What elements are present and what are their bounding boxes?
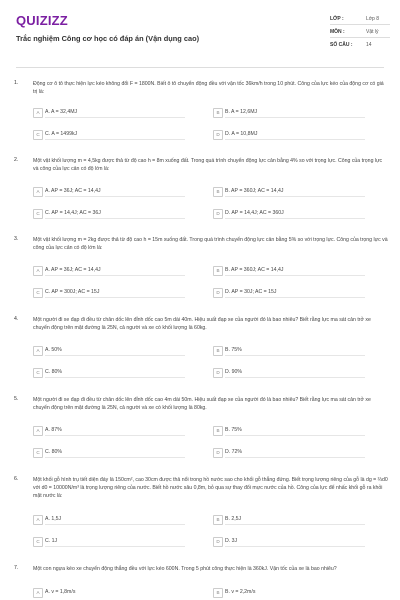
meta-table <box>330 16 390 55</box>
option-letter: C <box>33 368 43 378</box>
meta-label: SỐ CÂU : <box>330 42 353 48</box>
option-letter: A <box>33 515 43 525</box>
divider <box>45 524 185 525</box>
divider <box>45 275 185 276</box>
option-letter: D <box>213 130 223 140</box>
worksheet-header <box>0 0 400 62</box>
option-text: C. 80% <box>45 449 63 455</box>
question-text: Một khối gỗ hình trụ tiết diện đáy là 150cm², cao 30cm được thả nổi trong hồ nước sao cho khối gỗ thẳng đứng. Biết trọng lượng riêng của gỗ là dg = ⅔d0 với d0 = 10000N/m³ là trọng lượng riêng của nước. Biết hồ nước sâu 0,8m, bỏ qua sự thay đổi mực nước của hồ. Công của lực để nhấc khối gỗ ra khỏi mặt nước là: <box>33 477 388 500</box>
option-letter: B <box>213 426 223 436</box>
meta-value: Lớp 8 <box>366 16 380 22</box>
divider <box>45 546 185 547</box>
question-number: 3. <box>14 236 19 242</box>
header-divider <box>16 67 384 68</box>
question-number: 6. <box>14 476 19 482</box>
option-letter: A <box>33 346 43 356</box>
option-letter: A <box>33 266 43 276</box>
divider <box>225 457 365 458</box>
option-text: A. AP = 36J; AC = 14,4J <box>45 188 101 194</box>
divider <box>45 139 185 140</box>
quizizz-logo: QUIZIZZ <box>16 13 68 28</box>
meta-label: LỚP : <box>330 16 344 22</box>
question-number: 5. <box>14 396 19 402</box>
option-text: D. 72% <box>225 449 243 455</box>
question-number: 2. <box>14 157 19 163</box>
option-letter: B <box>213 346 223 356</box>
option-letter: B <box>213 266 223 276</box>
option-text: D. 90% <box>225 369 243 375</box>
option-letter: C <box>33 448 43 458</box>
divider <box>330 37 390 38</box>
question-number: 1. <box>14 80 19 86</box>
meta-value: Vật lý <box>366 29 379 35</box>
option-letter: A <box>33 588 43 598</box>
option-text: B. AP = 360J; AC = 14,4J <box>225 267 284 273</box>
option-letter: C <box>33 130 43 140</box>
divider <box>225 297 365 298</box>
divider <box>225 524 365 525</box>
question-text: Động cơ ô tô thực hiện lực kéo không đổi F = 1800N. Biết ô tô chuyển động đều với vận tốc 36km/h trong 10 phút. Công của lực kéo của động cơ có giá trị là: <box>33 81 384 96</box>
option-letter: C <box>33 537 43 547</box>
option-text: B. v = 2,2m/s <box>225 589 256 595</box>
meta-value: 14 <box>366 42 372 48</box>
option-letter: C <box>33 209 43 219</box>
option-text: A. v = 1,8m/s <box>45 589 76 595</box>
meta-label: MÔN : <box>330 29 345 35</box>
question-text: Một người đi xe đạp đi đều từ chân dốc lên đỉnh dốc cao 5m dài 40m. Hiệu suất đạp xe của người đó là bao nhiêu? Biết rằng lực ma sát cản trở xe chuyển động trên mặt đường là 25N, cả người và xe có khối lượng là 60kg. <box>33 317 371 332</box>
divider <box>45 377 185 378</box>
divider <box>225 117 365 118</box>
divider <box>45 457 185 458</box>
divider <box>45 297 185 298</box>
question-text: Một vật khối lượng m = 4,5kg được thả từ độ cao h = 8m xuống đất. Trong quá trình chuyển động lực cản bằng 4% so với trọng lực. Công của trọng lực và công của lực cản có độ lớn là: <box>33 158 383 173</box>
option-text: B. A = 12,6MJ <box>225 109 258 115</box>
option-letter: D <box>213 537 223 547</box>
meta-row-subject <box>330 29 390 42</box>
meta-row-class <box>330 16 390 29</box>
option-letter: B <box>213 588 223 598</box>
divider <box>225 196 365 197</box>
option-text: B. 2,5J <box>225 516 242 522</box>
option-letter: A <box>33 187 43 197</box>
option-text: D. AP = 14,4J; AC = 360J <box>225 210 284 216</box>
divider <box>45 435 185 436</box>
option-text: D. 3J <box>225 538 238 544</box>
divider <box>45 196 185 197</box>
option-letter: D <box>213 368 223 378</box>
option-text: C. 80% <box>45 369 63 375</box>
option-text: C. AP = 14,4J; AC = 36J <box>45 210 101 216</box>
option-text: C. AP = 300J; AC = 15J <box>45 289 100 295</box>
option-text: C. A = 1499kJ <box>45 131 78 137</box>
option-letter: B <box>213 108 223 118</box>
divider <box>225 435 365 436</box>
divider <box>225 355 365 356</box>
option-text: D. A = 10,8MJ <box>225 131 258 137</box>
option-text: A. A = 32,4MJ <box>45 109 78 115</box>
option-text: B. AP = 360J; AC = 14,4J <box>225 188 284 194</box>
question-text: Một vật khối lượng m = 2kg được thả từ độ cao h = 15m xuống đất. Trong quá trình chuyển động lực cản bằng 5% so với trọng lực. Công của trọng lực và công của lực cản có độ lớn là: <box>33 237 388 252</box>
option-letter: D <box>213 209 223 219</box>
question-text: Một người đi xe đạp đi đều từ chân dốc lên đỉnh dốc cao 4m dài 50m. Hiệu suất đạp xe của người đó là bao nhiêu? Biết rằng lực ma sát cản trở xe chuyển động trên mặt đường là 25N, cả người và xe có khối lượng là 80kg. <box>33 397 371 412</box>
divider <box>225 546 365 547</box>
option-letter: D <box>213 448 223 458</box>
option-text: A. 87% <box>45 427 62 433</box>
option-text: B. 75% <box>225 427 242 433</box>
option-text: C. 1J <box>45 538 58 544</box>
divider <box>225 218 365 219</box>
option-letter: D <box>213 288 223 298</box>
divider <box>225 275 365 276</box>
option-text: A. 1,5J <box>45 516 62 522</box>
divider <box>45 355 185 356</box>
meta-row-count <box>330 42 390 55</box>
divider <box>45 117 185 118</box>
option-letter: B <box>213 187 223 197</box>
option-text: D. AP = 30J; AC = 15J <box>225 289 277 295</box>
question-text: Một con ngựa kéo xe chuyển động thẳng đều với lực kéo 600N. Trong 5 phút công thực hiện là 360kJ. Vận tốc của xe là bao nhiêu? <box>33 566 337 572</box>
option-text: A. AP = 36J; AC = 14,4J <box>45 267 101 273</box>
divider <box>225 139 365 140</box>
divider <box>225 377 365 378</box>
option-letter: B <box>213 515 223 525</box>
option-letter: A <box>33 108 43 118</box>
option-text: A. 50% <box>45 347 62 353</box>
question-number: 4. <box>14 316 19 322</box>
divider <box>330 24 390 25</box>
option-text: B. 75% <box>225 347 242 353</box>
question-number: 7. <box>14 565 19 571</box>
divider <box>45 218 185 219</box>
option-letter: C <box>33 288 43 298</box>
page-title: Trắc nghiệm Công cơ học có đáp án (Vận dụng cao) <box>16 34 200 43</box>
option-letter: A <box>33 426 43 436</box>
